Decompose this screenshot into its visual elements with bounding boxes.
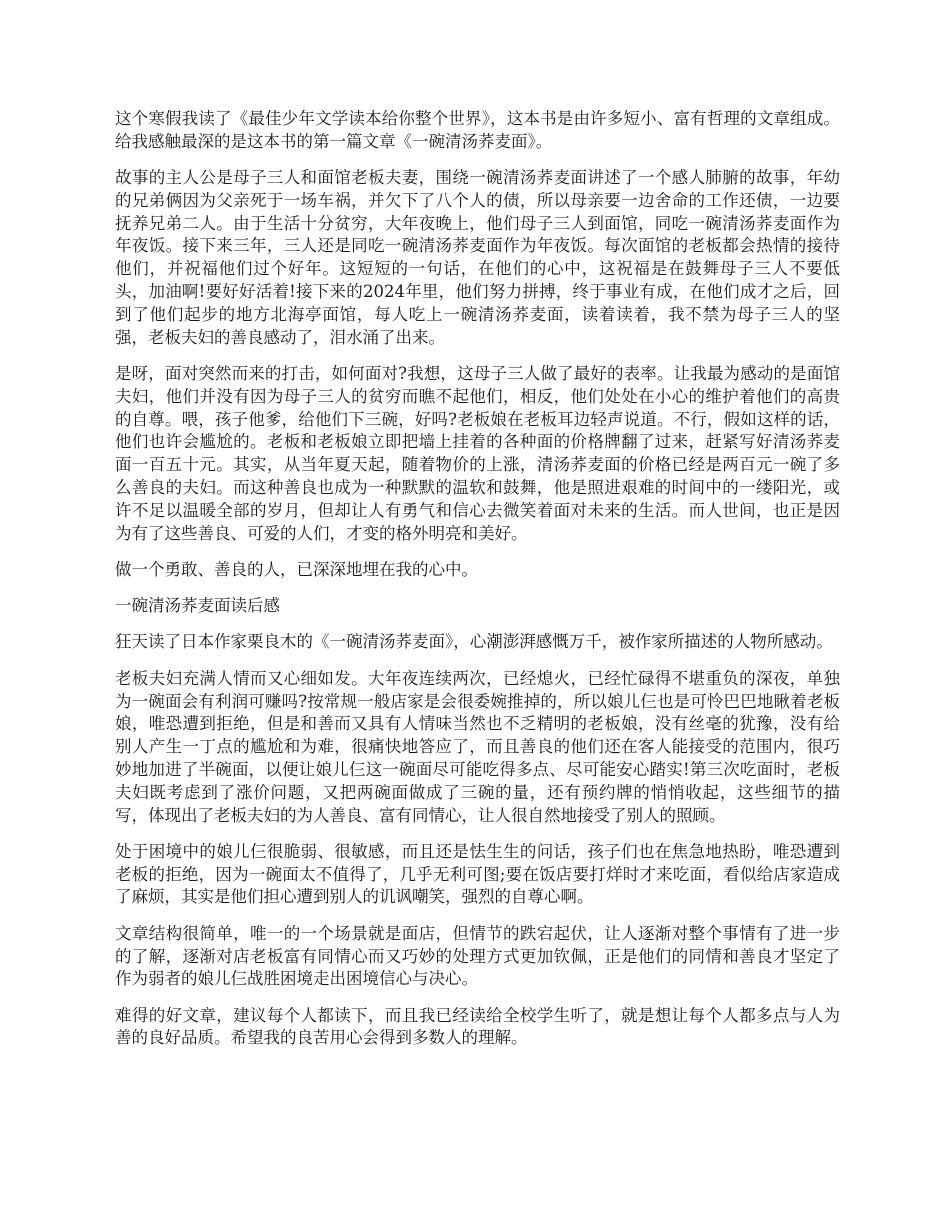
section-title: 一碗清汤荞麦面读后感 (115, 596, 280, 616)
paragraph-structure: 文章结构很简单，唯一的一个场景就是面店，但情节的跌宕起伏，让人逐渐对整个事情有了进一步的了解，逐渐对店老板富有同情心而又巧妙的处理方式更加钦佩，正是他们的同情和善良才坚定了作为弱者的娘儿仨战胜困境走出困境信心与决心。 (115, 923, 840, 989)
paragraph-reflection: 是呀，面对突然而来的打击，如何面对?我想，这母子三人做了最好的表率。让我最为感动的是面馆夫妇，他们并没有因为母子三人的贫穷而瞧不起他们，相反，他们处处在小心的维护着他们的高贵的自尊。喂，孩子他爹，给他们下三碗，好吗?老板娘在老板耳边轻声说道。不行，假如这样的话，他们也许会尴尬的。老板和老板娘立即把墙上挂着的各种面的价格牌翻了过来，赶紧写好清汤荞麦面一百五十元。其实，从当年夏天起，随着物价的上涨，清汤荞麦面的价格已经是两百元一碗了多么善良的夫妇。而这种善良也成为一种默默的温软和鼓舞，他是照进艰难的时间中的一缕阳光，或许不足以温暖全部的岁月，但却让人有勇气和信心去微笑着面对未来的生活。而人世间，也正是因为有了这些善良、可爱的人们，才变的格外明亮和美好。 (115, 363, 840, 543)
paragraph-resolution: 做一个勇敢、善良的人，已深深地埋在我的心中。 (115, 559, 478, 579)
document-body (115, 108, 840, 1064)
paragraph-second-intro: 狂天读了日本作家栗良木的《一碗清汤荞麦面》，心潮澎湃感慨万千，被作家所描述的人物所感动。 (115, 632, 833, 652)
paragraph-conclusion: 难得的好文章，建议每个人都读下，而且我已经读给全校学生听了，就是想让每个人都多点与人为善的良好品质。希望我的良苦用心会得到多数人的理解。 (115, 1005, 840, 1048)
paragraph-owners: 老板夫妇充满人情而又心细如发。大年夜连续两次，已经熄火，已经忙碌得不堪重负的深夜，单独为一碗面会有利润可赚吗?按常规一般店家是会很委婉推掉的，所以娘儿仨也是可怜巴巴地瞅着老板娘，唯恐遭到拒绝，但是和善而又具有人情味当然也不乏精明的老板娘，没有丝毫的犹豫，没有给别人产生一丁点的尴尬和为难，很痛快地答应了，而且善良的他们还在客人能接受的范围内，很巧妙地加进了半碗面，以便让娘儿仨这一碗面尽可能吃得多点、尽可能安心踏实!第三次吃面时，老板夫妇既考虑到了涨价问题，又把两碗面做成了三碗的量，还有预约牌的悄悄收起，这些细节的描写，体现出了老板夫妇的为人善良、富有同情心，让人很自然地接受了别人的照顾。 (115, 668, 840, 825)
paragraph-family: 处于困境中的娘儿仨很脆弱、很敏感，而且还是怯生生的问话，孩子们也在焦急地热盼，唯恐遭到老板的拒绝，因为一碗面太不值得了，几乎无利可图;要在饭店要打烊时才来吃面，看似给店家造成了麻烦，其实是他们担心遭到别人的讥讽嘲笑，强烈的自尊心啊。 (115, 841, 840, 907)
paragraph-intro: 这个寒假我读了《最佳少年文学读本给你整个世界》，这本书是由许多短小、富有哲理的文章组成。给我感触最深的是这本书的第一篇文章《一碗清汤荞麦面》。 (115, 109, 840, 151)
paragraph-story-summary: 故事的主人公是母子三人和面馆老板夫妻，围绕一碗清汤荞麦面讲述了一个感人肺腑的故事，年幼的兄弟俩因为父亲死于一场车祸，并欠下了八个人的债，所以母亲要一边舍命的工作还债，一边要抚养兄弟二人。由于生活十分贫穷，大年夜晚上，他们母子三人到面馆，同吃一碗清汤荞麦面作为年夜饭。接下来三年，三人还是同吃一碗清汤荞麦面作为年夜饭。每次面馆的老板都会热情的接待他们，并祝福他们过个好年。这短短的一句话，在他们的心中，这祝福是在鼓舞母子三人不要低头，加油啊!要好好活着!接下来的2024年里，他们努力拼搏，终于事业有成，在他们成才之后，回到了他们起步的地方北海亭面馆，每人吃上一碗清汤荞麦面，读着读着，我不禁为母子三人的坚强，老板夫妇的善良感动了，泪水涌了出来。 (115, 168, 840, 347)
